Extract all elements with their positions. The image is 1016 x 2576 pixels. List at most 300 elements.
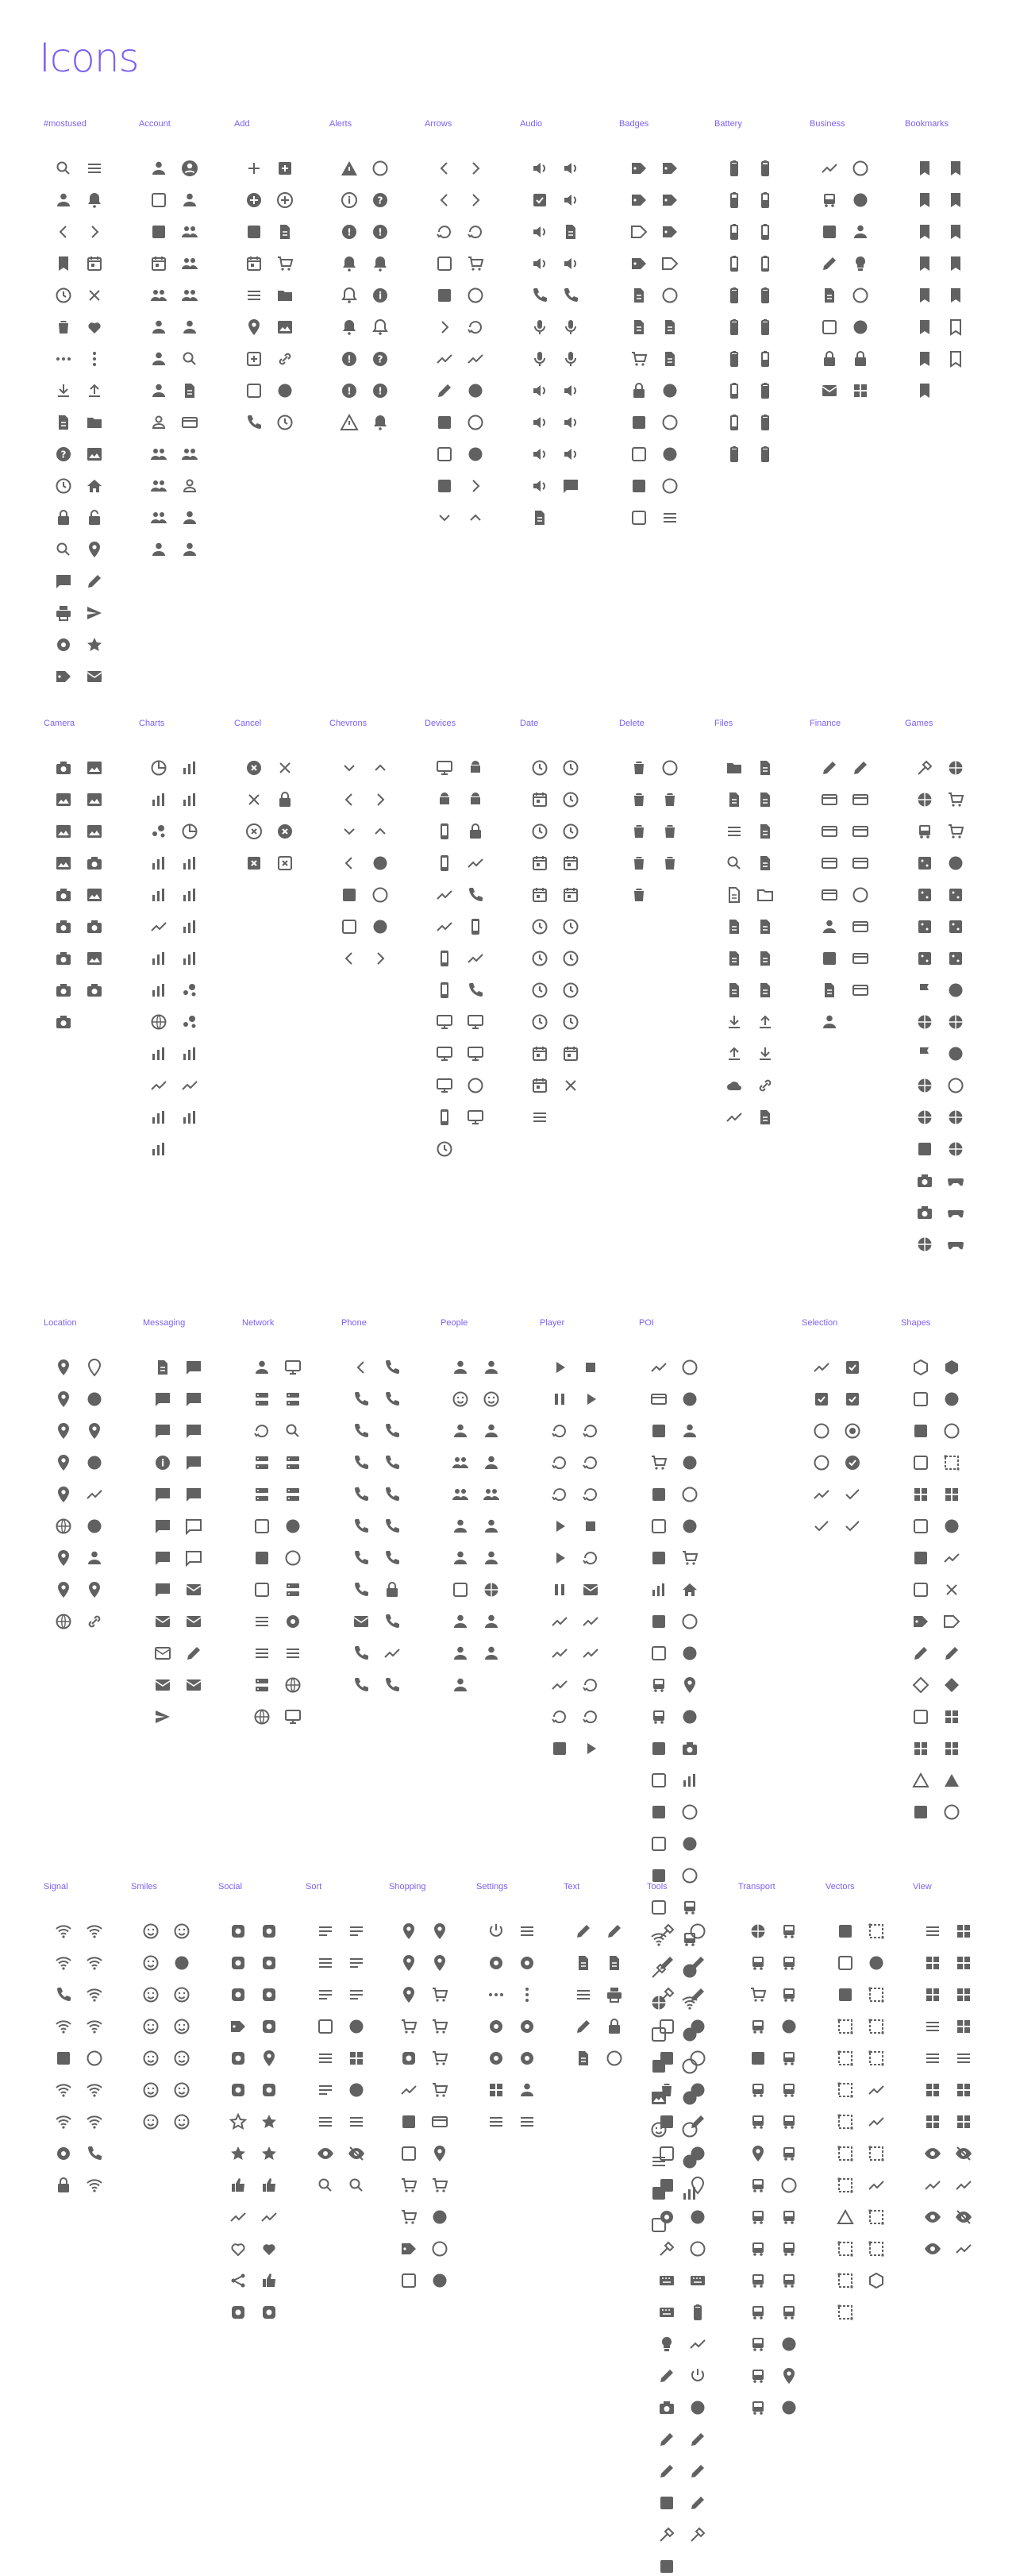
casino-five-icon[interactable] xyxy=(915,949,934,968)
folder-icon[interactable] xyxy=(85,413,104,432)
edit-pen-icon[interactable] xyxy=(657,2430,676,2449)
contact-location-icon[interactable] xyxy=(85,1580,104,1599)
hockey-icon[interactable] xyxy=(946,1140,965,1159)
done-all-alt-icon[interactable] xyxy=(843,1517,862,1536)
share-icon[interactable] xyxy=(229,2271,248,2290)
category-label[interactable]: Chevrons xyxy=(329,719,368,728)
file-user-icon[interactable] xyxy=(756,854,775,873)
bus-stop-icon[interactable] xyxy=(779,2239,799,2258)
category-label[interactable]: Transport xyxy=(738,1882,775,1892)
restaurant-icon[interactable] xyxy=(649,1898,668,1917)
diamond-icon[interactable] xyxy=(911,1676,930,1695)
hexagon-fill-icon[interactable] xyxy=(942,1358,961,1377)
category-label[interactable]: Social xyxy=(218,1882,242,1892)
arrow-back-icon[interactable] xyxy=(435,191,454,210)
vector-combine-icon[interactable] xyxy=(836,2303,855,2322)
people-outline-icon[interactable] xyxy=(149,476,168,496)
menu-icon[interactable] xyxy=(85,159,104,178)
fast-rewind-icon[interactable] xyxy=(550,1453,569,1472)
dns-alt-icon[interactable] xyxy=(252,1485,271,1504)
gps-fixed-icon[interactable] xyxy=(85,1453,104,1472)
person-key-icon[interactable] xyxy=(149,540,168,559)
bar-chart-box-icon[interactable] xyxy=(149,854,168,873)
directions-railway-icon[interactable] xyxy=(779,2335,799,2354)
shape-circle-icon[interactable] xyxy=(911,1803,930,1822)
check-circle-outline-icon[interactable] xyxy=(812,1485,831,1504)
download-icon[interactable] xyxy=(54,381,73,400)
wrench-icon[interactable] xyxy=(688,2525,707,2544)
messenger-icon[interactable] xyxy=(260,1985,279,2004)
group-add-icon[interactable] xyxy=(149,286,168,305)
category-label[interactable]: Badges xyxy=(619,119,649,129)
chevron-left-icon[interactable] xyxy=(340,949,359,968)
globe-icon[interactable] xyxy=(149,1012,168,1032)
bookmark-frame-icon[interactable] xyxy=(946,191,965,210)
delete-icon[interactable] xyxy=(54,318,73,337)
monitor-icon[interactable] xyxy=(435,758,454,777)
inbox-icon[interactable] xyxy=(184,1676,203,1695)
category-label[interactable]: Location xyxy=(44,1318,77,1328)
pause-icon[interactable] xyxy=(550,1390,569,1409)
favorite-icon[interactable] xyxy=(85,318,104,337)
category-label[interactable]: Messaging xyxy=(143,1318,186,1328)
chevron-right-icon[interactable] xyxy=(466,159,485,178)
point-of-sale-icon[interactable] xyxy=(430,2271,449,2290)
chat-outline-icon[interactable] xyxy=(184,1548,203,1568)
medkit-icon[interactable] xyxy=(629,445,648,464)
school-icon[interactable] xyxy=(680,1834,699,1853)
phone-outline-icon[interactable] xyxy=(466,854,485,873)
language-icon[interactable] xyxy=(283,1676,302,1695)
attach-money-icon[interactable] xyxy=(851,790,870,809)
list-alt-icon[interactable] xyxy=(574,1985,593,2004)
triangle-outline-icon[interactable] xyxy=(942,1548,961,1568)
alarm-off-icon[interactable] xyxy=(561,949,580,968)
cancel-outline-icon[interactable] xyxy=(244,822,264,841)
add-icon[interactable] xyxy=(244,159,264,178)
lightbulb-icon[interactable] xyxy=(657,2335,676,2354)
battery-charging-50-icon[interactable] xyxy=(756,349,775,368)
person-remove-icon[interactable] xyxy=(180,318,199,337)
vector-square-icon[interactable] xyxy=(836,2049,855,2068)
flight-small-icon[interactable] xyxy=(749,1985,768,2004)
audio-box-icon[interactable] xyxy=(561,191,580,210)
theaters-icon[interactable] xyxy=(680,1739,699,1758)
category-label[interactable]: Shopping xyxy=(389,1882,426,1892)
fence-icon[interactable] xyxy=(680,1453,699,1472)
remove-circle-icon[interactable] xyxy=(660,758,679,777)
keyboard-hide-icon[interactable] xyxy=(657,2303,676,2322)
view-column-icon[interactable] xyxy=(954,1953,973,1972)
event-note-icon[interactable] xyxy=(149,254,168,273)
bus-front-icon[interactable] xyxy=(779,2271,799,2290)
wallet-icon[interactable] xyxy=(820,854,839,873)
shopping-bag-icon[interactable] xyxy=(430,2144,449,2163)
chat-bubble-icon[interactable] xyxy=(153,1421,172,1440)
settings-voice-icon[interactable] xyxy=(518,2049,537,2068)
arrow-back-icon[interactable] xyxy=(54,222,73,241)
battery-20-icon[interactable] xyxy=(725,254,744,273)
music-queue-icon[interactable] xyxy=(561,254,580,273)
factory-icon[interactable] xyxy=(649,1739,668,1758)
diamond-fill-icon[interactable] xyxy=(942,1676,961,1695)
vector-alt-icon[interactable] xyxy=(867,2017,886,2036)
circle-square-icon[interactable] xyxy=(911,1548,930,1568)
city-icon[interactable] xyxy=(649,1834,668,1853)
server-network-icon[interactable] xyxy=(283,1580,302,1599)
delete-icon[interactable] xyxy=(629,822,648,841)
pie-chart-icon[interactable] xyxy=(180,917,199,936)
chat-add-icon[interactable] xyxy=(153,1517,172,1536)
camera-alt-icon[interactable] xyxy=(54,854,73,873)
octagon-icon[interactable] xyxy=(911,1612,930,1631)
music-note-icon[interactable] xyxy=(530,508,549,527)
edit-outline-icon[interactable] xyxy=(657,2366,676,2385)
eraser-icon[interactable] xyxy=(688,2080,707,2100)
format-paint-icon[interactable] xyxy=(657,2049,676,2068)
crop-free-icon[interactable] xyxy=(836,2271,855,2290)
controller-icon[interactable] xyxy=(946,1203,965,1222)
easel-icon[interactable] xyxy=(688,2398,707,2417)
double-left-icon[interactable] xyxy=(340,854,359,873)
thumb-up-icon[interactable] xyxy=(260,2176,279,2195)
pentagon-icon[interactable] xyxy=(911,1644,930,1663)
donut-small-icon[interactable] xyxy=(180,822,199,841)
lock-icon[interactable] xyxy=(54,508,73,527)
local-mall-fill-icon[interactable] xyxy=(399,2176,418,2195)
account-balance-icon[interactable] xyxy=(820,917,839,936)
arrow-down-bold-icon[interactable] xyxy=(435,508,454,527)
lock-open-icon[interactable] xyxy=(85,508,104,527)
file-icon[interactable] xyxy=(725,790,744,809)
group-icon[interactable] xyxy=(149,508,168,527)
category-label[interactable]: Delete xyxy=(619,719,645,728)
golf-icon[interactable] xyxy=(915,790,934,809)
description-icon[interactable] xyxy=(54,413,73,432)
phone-locked-icon[interactable] xyxy=(466,822,485,841)
category-label[interactable]: Bookmarks xyxy=(905,119,949,129)
pokeball-icon[interactable] xyxy=(915,1076,934,1095)
pause-circle-icon[interactable] xyxy=(550,1580,569,1599)
photo-filter-icon[interactable] xyxy=(54,822,73,841)
reddit-icon[interactable] xyxy=(229,2080,248,2100)
directions-transit-icon[interactable] xyxy=(779,2176,799,2195)
help-box-icon[interactable] xyxy=(371,349,390,368)
replay-icon[interactable] xyxy=(581,1739,600,1758)
category-label[interactable]: Arrows xyxy=(425,119,452,129)
report-icon[interactable] xyxy=(340,349,359,368)
file-audio-icon[interactable] xyxy=(756,1108,775,1127)
phone-callback-icon[interactable] xyxy=(383,1485,402,1504)
notifications-icon[interactable] xyxy=(85,191,104,210)
battery-full-icon[interactable] xyxy=(725,159,744,178)
train-icon[interactable] xyxy=(680,1898,699,1917)
file-powerpoint-icon[interactable] xyxy=(756,949,775,968)
bar-chart-up-icon[interactable] xyxy=(180,949,199,968)
alarm-ring-icon[interactable] xyxy=(340,318,359,337)
contact-card-icon[interactable] xyxy=(180,413,199,432)
ambulance-icon[interactable] xyxy=(749,2049,768,2068)
assignment-alt-icon[interactable] xyxy=(605,1953,624,1972)
taxi-icon[interactable] xyxy=(749,2112,768,2131)
local-drink-icon[interactable] xyxy=(680,1485,699,1504)
pets-icon[interactable] xyxy=(680,1707,699,1726)
train-alt-icon[interactable] xyxy=(749,2208,768,2227)
feedback-icon[interactable] xyxy=(153,1358,172,1377)
sad-face-icon[interactable] xyxy=(172,1953,191,1972)
cart-outline-icon[interactable] xyxy=(399,2080,418,2100)
videogame-alt-icon[interactable] xyxy=(657,2398,676,2417)
chat-icon[interactable] xyxy=(54,572,73,591)
category-label[interactable]: Player xyxy=(540,1318,565,1328)
calendar-add-icon[interactable] xyxy=(244,254,264,273)
signal-tower-icon[interactable] xyxy=(85,1953,104,1972)
place-outline-icon[interactable] xyxy=(85,1358,104,1377)
event-icon[interactable] xyxy=(530,790,549,809)
pentagon-outline-icon[interactable] xyxy=(942,1644,961,1663)
bookmark-outline-icon[interactable] xyxy=(946,318,965,337)
card-scanner-icon[interactable] xyxy=(851,981,870,1000)
voice-chat-icon[interactable] xyxy=(561,476,580,496)
dns-list-icon[interactable] xyxy=(252,1644,271,1663)
add-alert-icon[interactable] xyxy=(244,222,264,241)
view-day-icon[interactable] xyxy=(954,2017,973,2036)
cell-tower-icon[interactable] xyxy=(54,1953,73,1972)
format-list-numbered-icon[interactable] xyxy=(316,1953,335,1972)
expand-less-icon[interactable] xyxy=(371,822,390,841)
pin-drop-icon[interactable] xyxy=(54,1580,73,1599)
bitcoin-alt-icon[interactable] xyxy=(851,822,870,841)
event-note-icon[interactable] xyxy=(530,1044,549,1063)
battery-full-icon[interactable] xyxy=(725,286,744,305)
layers-clear-icon[interactable] xyxy=(942,1580,961,1599)
category-label[interactable]: Files xyxy=(714,719,733,728)
line-chart-icon[interactable] xyxy=(149,885,168,904)
shop-filled-icon[interactable] xyxy=(399,2017,418,2036)
pause-circle-outline-icon[interactable] xyxy=(550,1644,569,1663)
play-pause-icon[interactable] xyxy=(581,1390,600,1409)
help-icon[interactable] xyxy=(54,445,73,464)
cancel-icon[interactable] xyxy=(244,758,264,777)
drafts-icon[interactable] xyxy=(153,1612,172,1631)
phone-alt-outline-icon[interactable] xyxy=(383,1644,402,1663)
golf-flag-icon[interactable] xyxy=(915,1044,934,1063)
bookmark-add-outline-icon[interactable] xyxy=(946,349,965,368)
more-vert-icon[interactable] xyxy=(85,349,104,368)
account-box-icon[interactable] xyxy=(180,540,199,559)
expand-icon[interactable] xyxy=(435,413,454,432)
self-improvement-icon[interactable] xyxy=(482,1548,501,1568)
category-label[interactable]: Selection xyxy=(802,1318,838,1328)
pizza-slice-icon[interactable] xyxy=(649,1644,668,1663)
casino-six-icon[interactable] xyxy=(946,949,965,968)
park-icon[interactable] xyxy=(649,1548,668,1568)
badge-user-icon[interactable] xyxy=(660,413,679,432)
arrow-forward-icon[interactable] xyxy=(85,222,104,241)
sort-icon[interactable] xyxy=(316,1922,335,1941)
signal-cellular-icon[interactable] xyxy=(54,2049,73,2068)
category-label[interactable]: Games xyxy=(905,719,933,728)
battery-plus-icon[interactable] xyxy=(756,413,775,432)
work-outline-icon[interactable] xyxy=(820,159,839,178)
notif-outline-icon[interactable] xyxy=(340,286,359,305)
file-search-icon[interactable] xyxy=(725,854,744,873)
marker-icon[interactable] xyxy=(688,2430,707,2449)
print-icon[interactable] xyxy=(605,1985,624,2004)
delete-sweep-icon[interactable] xyxy=(660,822,679,841)
filter-list-icon[interactable] xyxy=(316,2112,335,2131)
pinterest-icon[interactable] xyxy=(260,2049,279,2068)
event-list-icon[interactable] xyxy=(530,1108,549,1127)
arrow-right-alt-icon[interactable] xyxy=(435,318,454,337)
block-icon[interactable] xyxy=(605,2017,624,2036)
lightbulb-icon[interactable] xyxy=(851,254,870,273)
dns-list-icon[interactable] xyxy=(252,1612,271,1631)
settings-applications-icon[interactable] xyxy=(518,1953,537,1972)
store-icon[interactable] xyxy=(649,1453,668,1472)
brush-icon[interactable] xyxy=(688,1953,707,1972)
sort-numeric-down-icon[interactable] xyxy=(347,1985,366,2004)
cut-icon[interactable] xyxy=(657,1922,676,1941)
widgets-icon[interactable] xyxy=(942,1707,961,1726)
collections-bookmark-icon[interactable] xyxy=(915,222,934,241)
pharmacy-icon[interactable] xyxy=(680,1612,699,1631)
menu-icon[interactable] xyxy=(518,1922,537,1941)
edit-icon[interactable] xyxy=(605,1922,624,1941)
flight-icon[interactable] xyxy=(749,1953,768,1972)
image-icon[interactable] xyxy=(85,758,104,777)
coffee-icon[interactable] xyxy=(680,1866,699,1885)
chevron-right-icon[interactable] xyxy=(371,949,390,968)
flashlight-icon[interactable] xyxy=(688,2208,707,2227)
edit-icon[interactable] xyxy=(85,572,104,591)
forum-icon[interactable] xyxy=(153,1580,172,1599)
sort-by-alpha-icon[interactable] xyxy=(316,2080,335,2100)
visibility-off-outline-icon[interactable] xyxy=(923,2176,942,2195)
mic-off-icon[interactable] xyxy=(561,318,580,337)
settings-brightness-icon[interactable] xyxy=(657,2208,676,2227)
location-disabled-icon[interactable] xyxy=(54,1485,73,1504)
desktop-icon[interactable] xyxy=(466,1012,485,1032)
check-box-outline-icon[interactable] xyxy=(812,1358,831,1377)
file-excel-icon[interactable] xyxy=(725,949,744,968)
octagon-outline-icon[interactable] xyxy=(942,1612,961,1631)
movie-film-icon[interactable] xyxy=(54,885,73,904)
android-icon[interactable] xyxy=(466,758,485,777)
store-alt-icon[interactable] xyxy=(399,2208,418,2227)
undo-icon[interactable] xyxy=(466,222,485,241)
shuffle-outline-icon[interactable] xyxy=(550,1676,569,1695)
linkedin-icon[interactable] xyxy=(260,2303,279,2322)
file-description-icon[interactable] xyxy=(756,790,775,809)
refresh-icon[interactable] xyxy=(435,222,454,241)
error-shield-icon[interactable] xyxy=(340,381,359,400)
amazon-icon[interactable] xyxy=(399,2049,418,2068)
alarm-clock-icon[interactable] xyxy=(530,1012,549,1032)
local-gas-icon[interactable] xyxy=(680,1390,699,1409)
bookmark-check-icon[interactable] xyxy=(915,349,934,368)
skip-next-icon[interactable] xyxy=(581,1421,600,1440)
directions-run-icon[interactable] xyxy=(451,1358,470,1377)
family-icon[interactable] xyxy=(451,1485,470,1504)
event-available-icon[interactable] xyxy=(530,885,549,904)
format-color-fill-icon[interactable] xyxy=(657,2176,676,2195)
album-icon[interactable] xyxy=(530,222,549,241)
badge-icon[interactable] xyxy=(660,286,679,305)
chat-box-icon[interactable] xyxy=(184,1358,203,1377)
arrow-up-bold-icon[interactable] xyxy=(466,508,485,527)
volume-down-icon[interactable] xyxy=(561,381,580,400)
bus-icon[interactable] xyxy=(749,2017,768,2036)
bus-alt-icon[interactable] xyxy=(749,2080,768,2100)
storage-alt-icon[interactable] xyxy=(283,1485,302,1504)
music-box-icon[interactable] xyxy=(530,254,549,273)
sort-numeric-up-icon[interactable] xyxy=(316,1985,335,2004)
print-icon[interactable] xyxy=(54,604,73,623)
phone-icon[interactable] xyxy=(466,885,485,904)
person-icon[interactable] xyxy=(54,191,73,210)
accessible-forward-icon[interactable] xyxy=(451,1612,470,1631)
swap-vert-icon[interactable] xyxy=(466,286,485,305)
store-bag-icon[interactable] xyxy=(430,2049,449,2068)
network-box-icon[interactable] xyxy=(283,1548,302,1568)
today-icon[interactable] xyxy=(530,854,549,873)
file-outline-icon[interactable] xyxy=(725,885,744,904)
call-icon[interactable] xyxy=(383,1421,402,1440)
brush-alt-icon[interactable] xyxy=(688,2493,707,2512)
receipt-off-icon[interactable] xyxy=(820,981,839,1000)
bookmark-add-icon[interactable] xyxy=(946,159,965,178)
push-pin-icon[interactable] xyxy=(54,1548,73,1568)
instagram-icon[interactable] xyxy=(229,2017,248,2036)
trending-up-icon[interactable] xyxy=(149,917,168,936)
vector-polygon-icon[interactable] xyxy=(867,2271,886,2290)
telegram-icon[interactable] xyxy=(229,2049,248,2068)
shopping-cart-alt-icon[interactable] xyxy=(430,1953,449,1972)
view-quilt-icon[interactable] xyxy=(942,1485,961,1504)
account-balance-icon[interactable] xyxy=(680,1421,699,1440)
signal-bars-icon[interactable] xyxy=(180,1044,199,1063)
dialpad-phone-icon[interactable] xyxy=(352,1485,371,1504)
timelapse-icon[interactable] xyxy=(530,949,549,968)
plunger-icon[interactable] xyxy=(657,2493,676,2512)
notif-off-icon[interactable] xyxy=(371,254,390,273)
hearing-off-icon[interactable] xyxy=(561,286,580,305)
double-down-icon[interactable] xyxy=(371,854,390,873)
flight-takeoff-icon[interactable] xyxy=(779,1953,799,1972)
tune-vertical-icon[interactable] xyxy=(518,2112,537,2131)
photo-library-icon[interactable] xyxy=(54,790,73,809)
sports-basketball-icon[interactable] xyxy=(946,790,965,809)
rss-square-icon[interactable] xyxy=(85,2017,104,2036)
elderly-icon[interactable] xyxy=(482,1612,501,1631)
desktop-access-icon[interactable] xyxy=(283,1358,302,1377)
wallet-giftcard-icon[interactable] xyxy=(851,917,870,936)
category-label[interactable]: Add xyxy=(234,119,250,129)
truck-front-icon[interactable] xyxy=(749,2398,768,2417)
error-circle-icon[interactable] xyxy=(371,381,390,400)
smile-wink-icon[interactable] xyxy=(141,2049,160,2068)
preview-off-icon[interactable] xyxy=(954,2208,973,2227)
transform-icon[interactable] xyxy=(867,2208,886,2227)
visibility-outline-icon[interactable] xyxy=(954,2176,973,2195)
cube-fill-icon[interactable] xyxy=(942,1517,961,1536)
home-small-icon[interactable] xyxy=(680,1580,699,1599)
preview-icon[interactable] xyxy=(923,2208,942,2227)
hearing-icon[interactable] xyxy=(530,286,549,305)
person-card-icon[interactable] xyxy=(851,222,870,241)
sports-bar-icon[interactable] xyxy=(680,1771,699,1790)
